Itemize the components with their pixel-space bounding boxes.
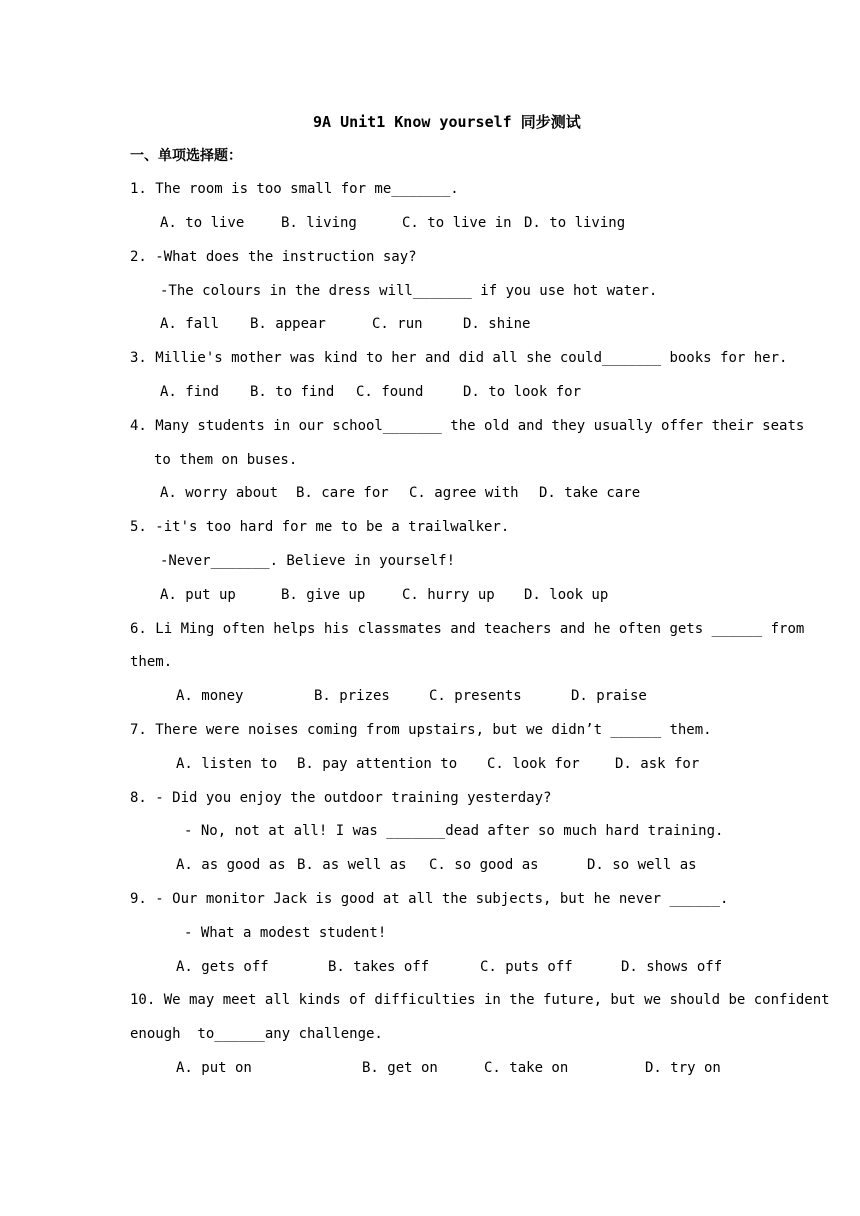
option-a: A. to live [160, 215, 245, 231]
option-d: D. praise [571, 688, 647, 704]
question-stem-continued: them. [130, 654, 173, 670]
option-a: A. as good as [176, 857, 286, 873]
option-c: C. take on [484, 1060, 569, 1076]
option-a: A. put up [160, 587, 236, 603]
option-a: A. fall [160, 316, 220, 332]
question-reply: -Never_______. Believe in yourself! [160, 553, 456, 569]
question-stem-continued: enough to______any challenge. [130, 1026, 383, 1042]
question-stem: 1. The room is too small for me_______. [130, 181, 459, 197]
option-d: D. take care [539, 485, 641, 501]
option-d: D. shine [463, 316, 531, 332]
option-a: A. find [160, 384, 220, 400]
option-a: A. worry about [160, 485, 279, 501]
option-b: B. to find [250, 384, 335, 400]
option-c: C. run [372, 316, 423, 332]
option-a: A. money [176, 688, 244, 704]
question-stem-continued: to them on buses. [154, 452, 298, 468]
option-c: C. hurry up [402, 587, 495, 603]
question-reply: - What a modest student! [184, 925, 387, 941]
option-d: D. try on [645, 1060, 721, 1076]
option-b: B. appear [250, 316, 326, 332]
question-stem: 9. - Our monitor Jack is good at all the subjects, but he never ______. [130, 891, 729, 907]
question-stem: 5. -it's too hard for me to be a trailwalker. [130, 519, 510, 535]
question-stem: 7. There were noises coming from upstairs, but we didn’t ______ them. [130, 722, 712, 738]
option-b: B. takes off [328, 959, 430, 975]
section-heading: 一、单项选择题： [130, 148, 242, 164]
option-d: D. shows off [621, 959, 723, 975]
option-a: A. put on [176, 1060, 252, 1076]
option-d: D. so well as [587, 857, 697, 873]
option-c: C. so good as [429, 857, 539, 873]
page-title: 9A Unit1 Know yourself 同步测试 [313, 113, 581, 131]
option-d: D. to living [524, 215, 626, 231]
option-c: C. look for [487, 756, 580, 772]
question-stem: 10. We may meet all kinds of difficulties in the future, but we should be confident [130, 992, 830, 1008]
option-c: C. agree with [409, 485, 519, 501]
option-b: B. as well as [297, 857, 407, 873]
option-b: B. care for [296, 485, 389, 501]
question-reply: -The colours in the dress will_______ if you use hot water. [160, 283, 658, 299]
question-reply: - No, not at all! I was _______dead after so much hard training. [184, 823, 724, 839]
option-b: B. living [281, 215, 357, 231]
option-a: A. listen to [176, 756, 278, 772]
question-stem: 4. Many students in our school_______ the old and they usually offer their seats [130, 418, 805, 434]
option-c: C. found [356, 384, 424, 400]
option-c: C. to live in [402, 215, 512, 231]
option-d: D. look up [524, 587, 609, 603]
option-b: B. pay attention to [297, 756, 458, 772]
option-d: D. to look for [463, 384, 582, 400]
option-a: A. gets off [176, 959, 269, 975]
option-b: B. give up [281, 587, 366, 603]
question-stem: 3. Millie's mother was kind to her and did all she could_______ books for her. [130, 350, 788, 366]
option-c: C. puts off [480, 959, 573, 975]
option-b: B. get on [362, 1060, 438, 1076]
question-stem: 8. - Did you enjoy the outdoor training yesterday? [130, 790, 552, 806]
option-d: D. ask for [615, 756, 700, 772]
question-stem: 6. Li Ming often helps his classmates and teachers and he often gets ______ from [130, 621, 805, 637]
option-b: B. prizes [314, 688, 390, 704]
option-c: C. presents [429, 688, 522, 704]
question-stem: 2. -What does the instruction say? [130, 249, 417, 265]
